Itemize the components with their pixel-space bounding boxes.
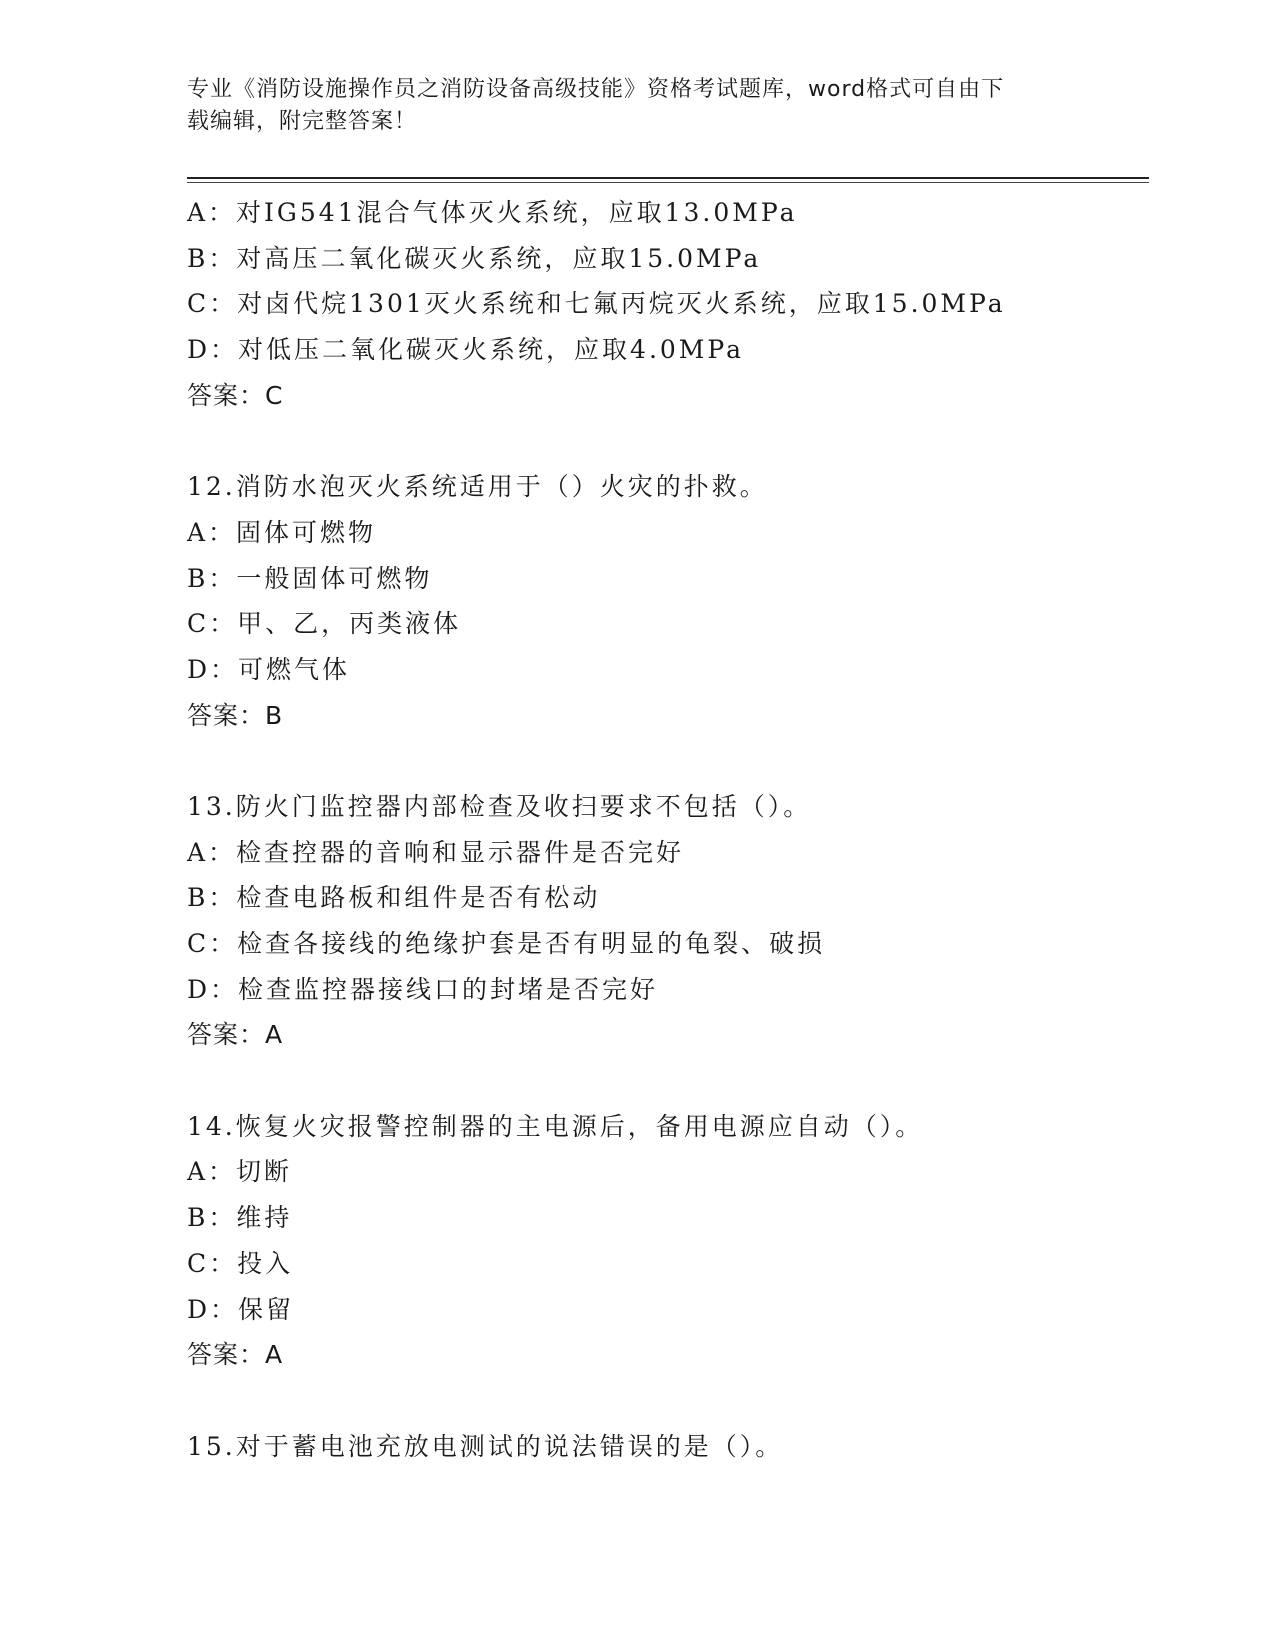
document-header xyxy=(187,74,1087,138)
question-12 xyxy=(187,464,1149,738)
option-a: A：固体可燃物 xyxy=(187,517,377,547)
option-b: B：检查电路板和组件是否有松动 xyxy=(187,883,601,913)
question-11 xyxy=(187,190,1149,418)
option-b: B：一般固体可燃物 xyxy=(187,563,433,593)
option-c: C：检查各接线的绝缘护套是否有明显的龟裂、破损 xyxy=(187,929,826,958)
question-text: 12.消防水泡灭火系统适用于（）火灾的扑救。 xyxy=(187,472,768,502)
question-13 xyxy=(187,784,1149,1058)
header-line-2: 载编辑，附完整答案！ xyxy=(187,109,418,134)
answer: 答案：B xyxy=(187,700,284,730)
option-d: D：保留 xyxy=(187,1294,295,1324)
option-d: D：检查监控器接线口的封堵是否完好 xyxy=(187,974,659,1004)
option-b: B：对高压二氧化碳灭火系统，应取15.0MPa xyxy=(187,243,762,273)
question-text: 14.恢复火灾报警控制器的主电源后，备用电源应自动（）。 xyxy=(187,1111,924,1141)
question-text: 15.对于蓄电池充放电测试的说法错误的是（）。 xyxy=(187,1431,784,1461)
spacer xyxy=(187,738,1149,784)
option-d: D：对低压二氧化碳灭火系统，应取4.0MPa xyxy=(187,335,745,365)
option-d: D：可燃气体 xyxy=(187,654,351,684)
answer: 答案：C xyxy=(187,380,284,410)
header-line-1: 专业《消防设施操作员之消防设备高级技能》资格考试题库，word格式可自由下 xyxy=(187,77,1005,102)
question-14 xyxy=(187,1104,1149,1378)
option-a: A：对IG541混合气体灭火系统，应取13.0MPa xyxy=(187,198,798,227)
answer: 答案：A xyxy=(187,1020,284,1050)
option-c: C：甲、乙，丙类液体 xyxy=(187,609,462,639)
header-rule-thick xyxy=(187,177,1149,179)
question-list xyxy=(187,190,1149,1469)
option-b: B：维持 xyxy=(187,1203,293,1233)
option-c: C：对卤代烷1301灭火系统和七氟丙烷灭火系统，应取15.0MPa xyxy=(187,289,1006,319)
option-c: C：投入 xyxy=(187,1248,294,1278)
question-15 xyxy=(187,1424,1149,1470)
option-a: A：检查控器的音响和显示器件是否完好 xyxy=(187,837,685,867)
spacer xyxy=(187,1058,1149,1104)
header-rule-thin xyxy=(187,182,1149,183)
spacer xyxy=(187,1378,1149,1424)
answer: 答案：A xyxy=(187,1340,284,1370)
option-a: A：切断 xyxy=(187,1157,293,1187)
question-text: 13.防火门监控器内部检查及收扫要求不包括（）。 xyxy=(187,791,812,821)
spacer xyxy=(187,418,1149,464)
